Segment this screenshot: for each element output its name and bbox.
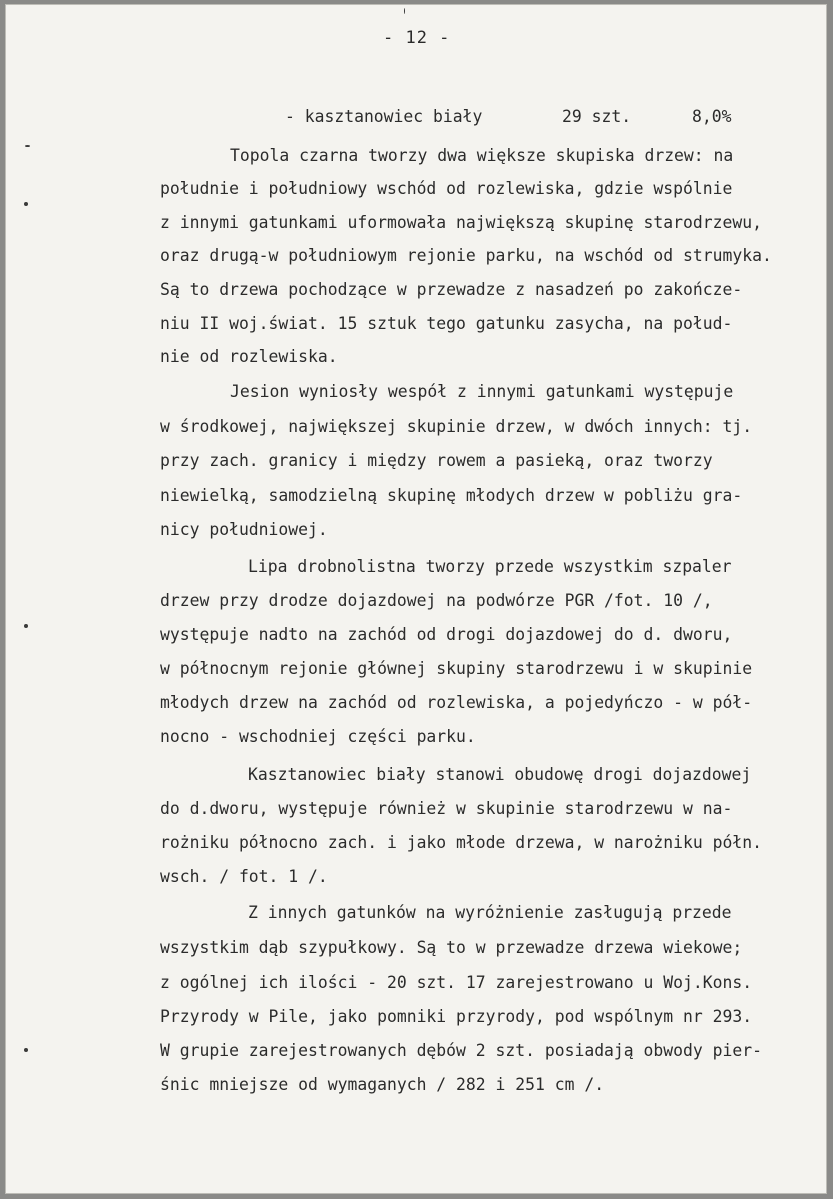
paragraph-line: oraz drugą-w południowym rejonie parku, na wschód od strumyka.: [160, 246, 772, 265]
paragraph-line: wszystkim dąb szypułkowy. Są to w przewadze drzewa wiekowe;: [160, 938, 743, 957]
document-page: [5, 4, 827, 1194]
page-number: - 12 -: [383, 28, 451, 48]
paragraph-line: wsch. / fot. 1 /.: [160, 867, 328, 886]
scan-mark: [24, 624, 28, 628]
paragraph-line: Przyrody w Pile, jako pomniki przyrody, pod wspólnym nr 293.: [160, 1007, 753, 1026]
species-percent: 8,0%: [692, 107, 732, 126]
paragraph-line: śnic mniejsze od wymaganych / 282 i 251 cm /.: [160, 1075, 605, 1094]
scan-mark: [404, 8, 405, 14]
paragraph-line: nie od rozlewiska.: [160, 347, 338, 366]
paragraph-line: niewielką, samodzielną skupinę młodych drzew w pobliżu gra-: [160, 486, 743, 505]
scan-mark: [24, 1048, 28, 1052]
paragraph-line: występuje nadto na zachód od drogi dojazdowej do d. dworu,: [160, 625, 733, 644]
paragraph-line: nocno - wschodniej części parku.: [160, 727, 476, 746]
paragraph-line: z ogólnej ich ilości - 20 szt. 17 zarejestrowano u Woj.Kons.: [160, 973, 753, 992]
paragraph-line: rożniku północno zach. i jako młode drzewa, w narożniku półn.: [160, 833, 762, 852]
paragraph-line: Kasztanowiec biały stanowi obudowę drogi dojazdowej: [248, 765, 752, 784]
paragraph-line: południe i południowy wschód od rozlewiska, gdzie wspólnie: [160, 179, 733, 198]
paragraph-line: Topola czarna tworzy dwa większe skupiska drzew: na: [230, 146, 734, 165]
species-name: - kasztanowiec biały: [285, 107, 483, 126]
species-count: 29 szt.: [562, 107, 632, 126]
paragraph-line: drzew przy drodze dojazdowej na podwórze PGR /fot. 10 /,: [160, 591, 713, 610]
species-row: [5, 107, 827, 129]
paragraph-line: Z innych gatunków na wyróżnienie zasługują przede: [248, 903, 732, 922]
paragraph-line: z innymi gatunkami uformowała największą skupinę starodrzewu,: [160, 213, 762, 232]
paragraph-line: do d.dworu, występuje również w skupinie starodrzewu w na-: [160, 799, 733, 818]
scan-mark: [25, 145, 30, 147]
scan-mark: [24, 202, 28, 206]
paragraph-line: nicy południowej.: [160, 520, 328, 539]
paragraph-line: młodych drzew na zachód od rozlewiska, a pojedyńczo - w pół-: [160, 693, 753, 712]
paragraph-line: Lipa drobnolistna tworzy przede wszystkim szpaler: [248, 557, 732, 576]
paragraph-line: w północnym rejonie głównej skupiny starodrzewu i w skupinie: [160, 659, 753, 678]
paragraph-line: przy zach. granicy i między rowem a pasieką, oraz tworzy: [160, 451, 713, 470]
paragraph-line: Jesion wyniosły wespół z innymi gatunkami występuje: [230, 382, 734, 401]
paragraph-line: niu II woj.świat. 15 sztuk tego gatunku zasycha, na połud-: [160, 314, 733, 333]
paragraph-line: W grupie zarejestrowanych dębów 2 szt. posiadają obwody pier-: [160, 1041, 762, 1060]
paragraph-line: w środkowej, największej skupinie drzew, w dwóch innych: tj.: [160, 417, 753, 436]
paragraph-line: Są to drzewa pochodzące w przewadze z nasadzeń po zakończe-: [160, 280, 743, 299]
